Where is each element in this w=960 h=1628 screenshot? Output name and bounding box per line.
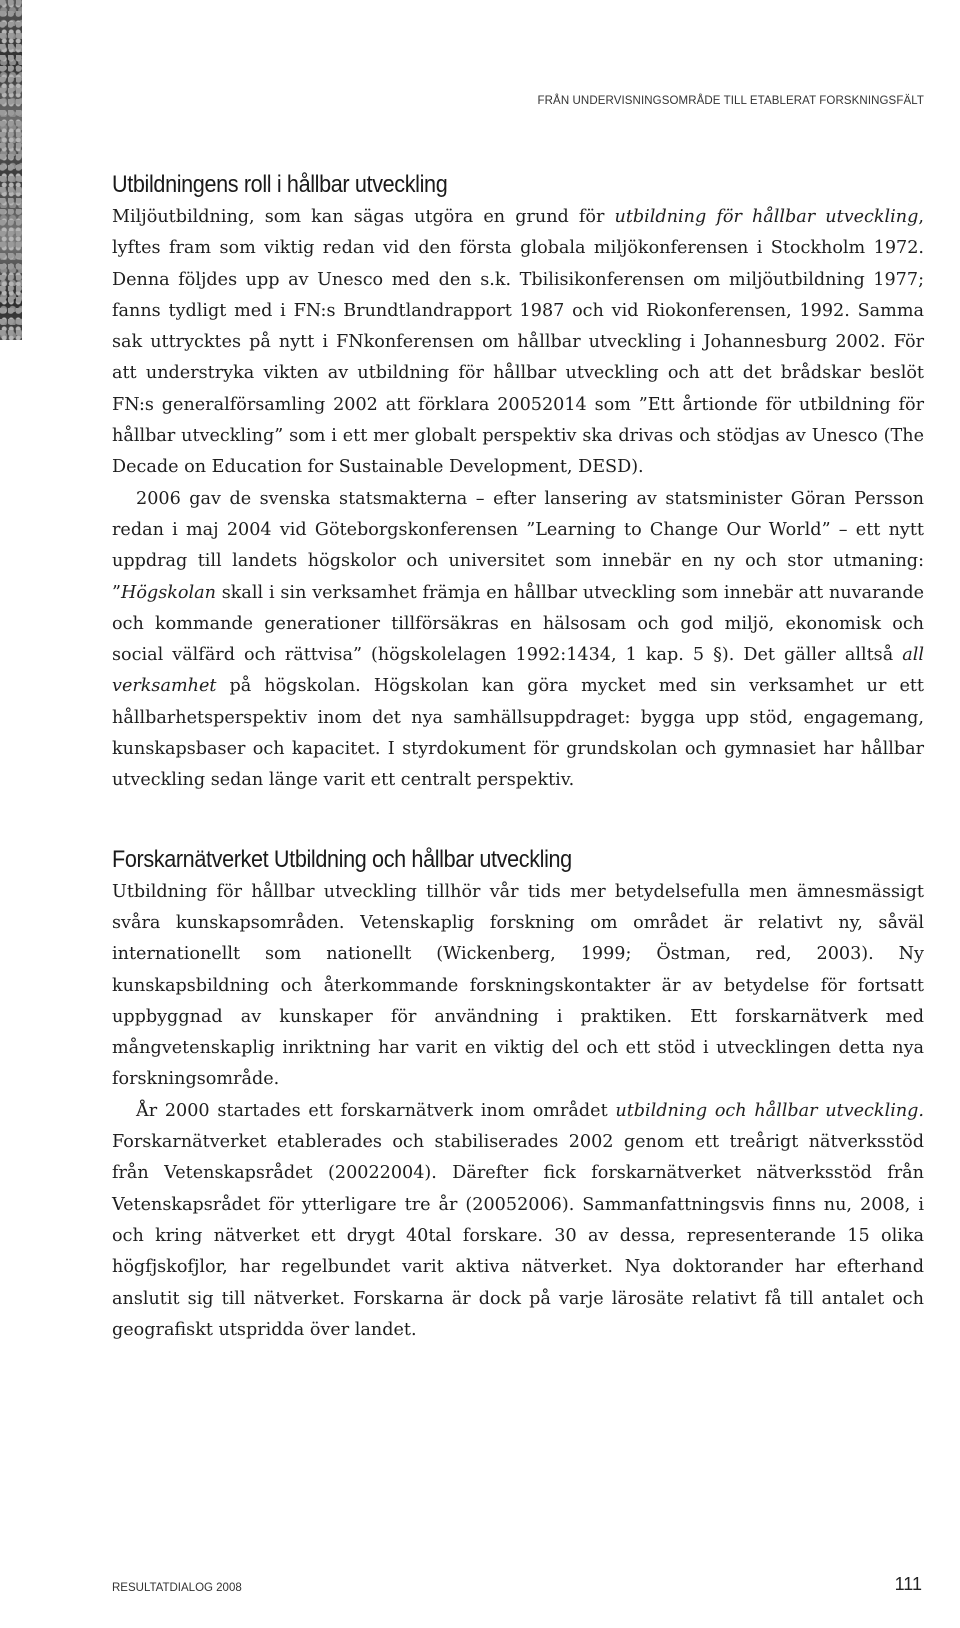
page-number: 111 xyxy=(894,1574,922,1594)
paragraph-2-text-b: skall i sin verksamhet främja en hållbar utveckling som innebär att nuvarande och kommande generationer tillförsäkras en hälsosam och god miljö, ekonomisk och social välfärd och rättvisa” (högskolelagen 1992:1434, 1 kap. 5 §). Det gäller alltså xyxy=(112,582,924,666)
paragraph-2-emphasis-1: Högskolan xyxy=(121,582,216,603)
paragraph-2-text-c: på högskolan. Högskolan kan göra mycket med sin verksamhet ur ett hållbarhetsperspektiv inom det nya samhällsuppdraget: bygga upp stöd, engagemang, kunskapsbaser och kapacitet. I styrdokument för grundskolan och gymnasiet har hållbar utveckling sedan länge varit ett centralt perspektiv. xyxy=(112,676,924,791)
section-heading-1: Utbildningens roll i hållbar utveckling xyxy=(112,171,448,198)
paragraph-1-text-a: Miljöutbildning, som kan sägas utgöra en grund för xyxy=(112,207,615,227)
paragraph-1-emphasis: utbildning för hållbar utveckling xyxy=(614,207,919,227)
footer-publication-title: RESULTATDIALOG 2008 xyxy=(112,1582,242,1594)
running-head: FRÅN UNDERVISNINGSOMRÅDE TILL ETABLERAT FORSKNINGSFÄLT xyxy=(537,95,924,107)
page-body xyxy=(112,168,924,1346)
page-edge-photo-strip xyxy=(0,0,22,340)
paragraph-2 xyxy=(112,484,924,797)
paragraph-3: Utbildning för hållbar utveckling tillhör vår tids mer betydelsefulla men ämnesmässigt svåra kunskapsområden. Vetenskaplig forskning om området är relativt ny, såväl internationellt som nationellt (Wickenberg, 1999; Östman, red, 2003). Ny kunskapsbildning och återkommande forskningskontakter är av betydelse för fortsatt uppbyggnad av kunskaper för användning i praktiken. Ett forskarnätverk med mångvetenskaplig inriktning har varit en viktig del och ett stöd i utvecklingen detta nya forskningsområde. xyxy=(112,881,924,1090)
paragraph-2-emphasis-2: all verksamhet xyxy=(112,645,924,697)
paragraph-4-text-b: Forskarnätverket etablerades och stabiliserades 2002 genom ett treårigt nätverksstöd från Vetenskapsrådet (20022004). Därefter fick forskarnätverket nätverksstöd från Vetenskapsrådet för ytterligare tre år (20052006). Sammanfattningsvis finns nu, 2008, i och kring nätverket ett drygt 40tal forskare. 30 av dessa, representerande 15 olika högfjskofjlor, har regelbundet varit aktiva nätverket. Nya doktorander har efterhand anslutit sig till nätverket. Forskarna är dock på varje lärosäte relativt få till antalet och geografiskt utspridda över landet. xyxy=(112,1132,924,1340)
paragraph-1-text-b: , lyftes fram som viktig redan vid den första globala miljökonferensen i Stockholm 1972. Denna följdes upp av Unesco med den s.k. Tbilisikonferensen om miljöutbildning 1977; fanns tydligt med i FN:s Brundtlandrapport 1987 och vid Riokonferensen, 1992. Samma sak uttrycktes på nytt i FNkonferensen om hållbar utveckling i Johannesburg 2002. För att understryka vikten av utbildning för hållbar utveckling och att det brådskar beslöt FN:s generalförsamling 2002 att förklara 20052014 som ”Ett årtionde för utbildning för hållbar utveckling” som i ett mer globalt perspektiv ska drivas och stödjas av Unesco (The Decade on Education for Sustainable Development, DESD). xyxy=(112,207,924,478)
paragraph-1 xyxy=(112,202,924,484)
section-heading-2: Forskarnätverket Utbildning och hållbar utveckling xyxy=(112,845,572,873)
paragraph-4-emphasis: utbildning och hållbar utveckling. xyxy=(615,1100,925,1121)
section-spacer xyxy=(112,797,924,843)
paragraph-4-text-a: År 2000 startades ett forskarnätverk inom området xyxy=(136,1100,616,1121)
paragraph-2-text-a: 2006 gav de svenska statsmakterna – efter lansering av statsminister Göran Persson redan i maj 2004 vid Göteborgskonferensen ”Learning to Change Our World” – ett nytt uppdrag till landets högskolor och universitet som innebär en ny och stor utmaning: ” xyxy=(112,488,924,603)
paragraph-4 xyxy=(112,1096,924,1346)
